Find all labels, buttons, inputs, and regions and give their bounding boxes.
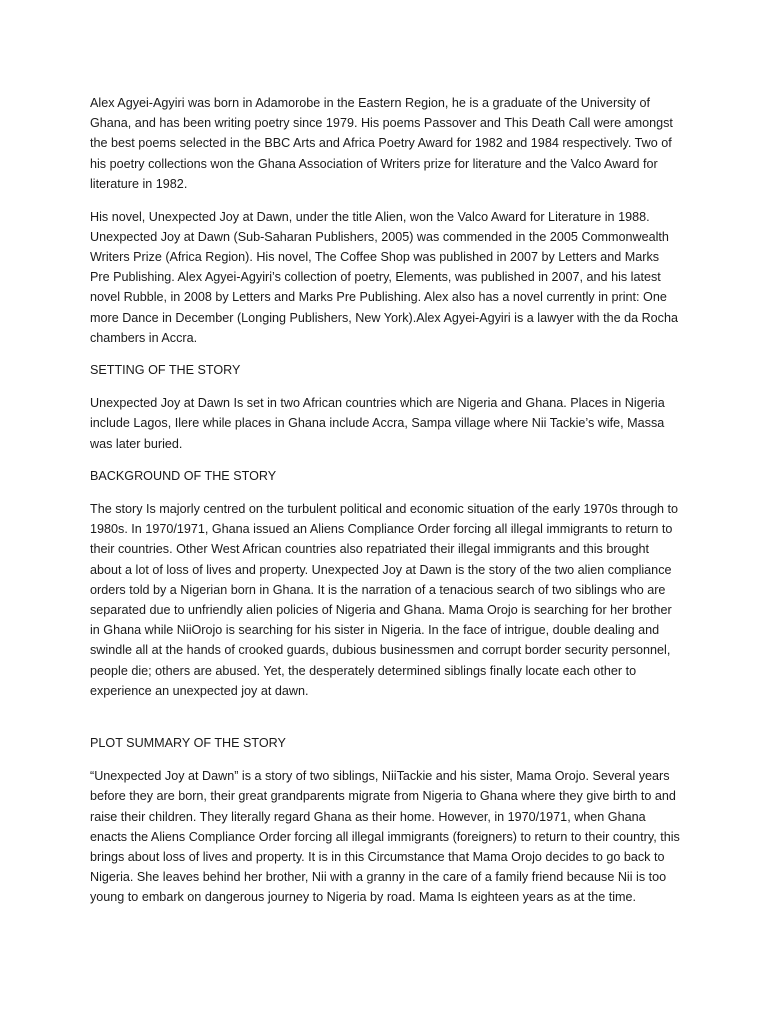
author-bio-paragraph: Alex Agyei-Agyiri was born in Adamorobe in the Eastern Region, he is a graduate of the University of Ghana, and has been writing poetry since 1979. His poems Passover and This Death Call were amongst the best poems selected in the BBC Arts and Africa Poetry Award for 1982 and 1984 respectively. Two of his poetry collections won the Ghana Association of Writers prize for literature and the Valco Award for literature in 1982.: [90, 96, 673, 191]
setting-paragraph: Unexpected Joy at Dawn Is set in two African countries which are Nigeria and Ghana. Places in Nigeria include Lagos, Ilere while places in Ghana include Accra, Sampa village where Nii Tackie’s wife, Massa was later buried.: [90, 396, 665, 451]
novel-awards-paragraph: His novel, Unexpected Joy at Dawn, under the title Alien, won the Valco Award for Literature in 1988. Unexpected Joy at Dawn (Sub-Saharan Publishers, 2005) was commended in the 2005 Commonwealth Writers Prize (Africa Region). His novel, The Coffee Shop was published in 2007 by Letters and Marks Pre Publishing. Alex Agyei-Agyiri’s collection of poetry, Elements, was published in 2007, and his latest novel Rubble, in 2008 by Letters and Marks Pre Publishing. Alex also has a novel currently in print: One more Dance in December (Longing Publishers, New York).Alex Agyei-Agyiri is a lawyer with the da Rocha chambers in Accra.: [90, 209, 678, 345]
document-page: [90, 93, 682, 920]
plot-summary-paragraph: “Unexpected Joy at Dawn” is a story of two siblings, NiiTackie and his sister, Mama Orojo. Several years before they are born, their great grandparents migrate from Nigeria to Ghana where they give birth to and raise their children. They literally regard Ghana as their home. However, in 1970/1971, when Ghana enacts the Aliens Compliance Order forcing all illegal immigrants (foreigners) to return to their country, this brings about loss of lives and property. It is in this Circumstance that Mama Orojo decides to go back to Nigeria. She leaves behind her brother, Nii with a granny in the care of a family friend because Nii is too young to embark on dangerous journey to Nigeria by road. Mama Is eighteen years as at the time.: [90, 769, 680, 905]
setting-heading: SETTING OF THE STORY: [90, 363, 241, 378]
background-heading: BACKGROUND OF THE STORY: [90, 469, 277, 484]
plot-summary-heading: PLOT SUMMARY OF THE STORY: [90, 736, 286, 751]
background-paragraph: The story Is majorly centred on the turbulent political and economic situation of the early 1970s through to 1980s. In 1970/1971, Ghana issued an Aliens Compliance Order forcing all illegal immigrants to return to their countries. Other West African countries also repatriated their illegal immigrants and this brought about a lot of loss of lives and property. Unexpected Joy at Dawn is the story of the two alien compliance orders told by a Nigerian born in Ghana. It is the narration of a tenacious search of two siblings who are separated due to unfriendly alien policies of Nigeria and Ghana. Mama Orojo is searching for her brother in Ghana while NiiOrojo is searching for his sister in Nigeria. In the face of intrigue, double dealing and swindle all at the hands of crooked guards, dubious businessmen and corrupt border security personnel, people die; others are abused. Yet, the desperately determined siblings finally locate each other to experience an unexpected joy at dawn.: [90, 501, 679, 698]
